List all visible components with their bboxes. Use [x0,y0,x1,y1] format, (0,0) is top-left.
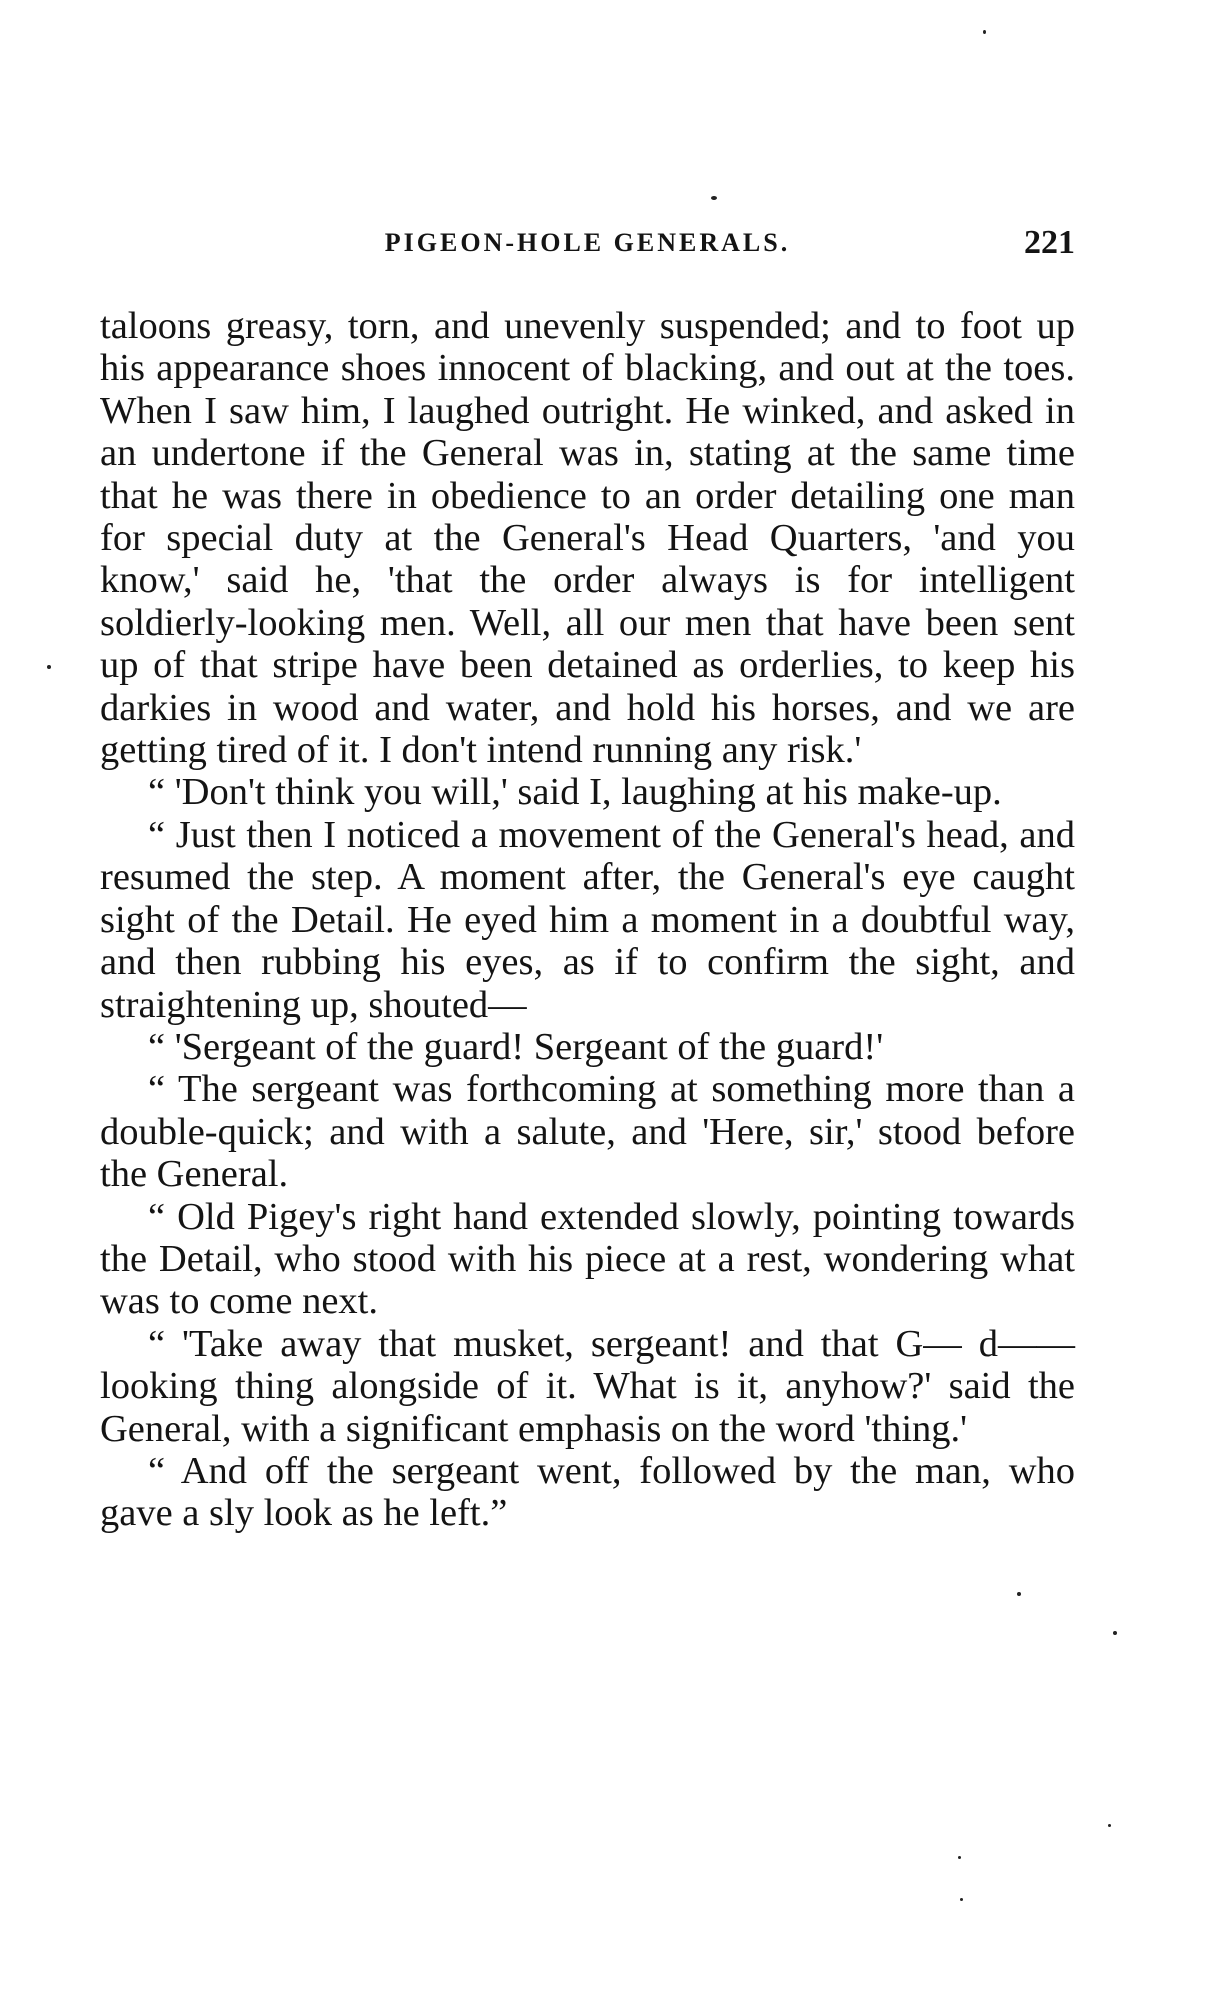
scan-speck [960,1898,963,1901]
running-title: PIGEON-HOLE GENERALS. [384,228,791,257]
paragraph: “ 'Take away that musket, sergeant! and that G— d—— looking thing alongside of it. What is it, anyhow?' said the General, with a significant emphasis on the word 'thing.' [100,1322,1075,1450]
scan-speck [47,665,51,669]
scan-speck [711,196,717,200]
page-number: 221 [1024,224,1075,261]
paragraph: “ Just then I noticed a movement of the General's head, and resumed the step. A moment after, the General's eye caught sight of the Detail. He eyed him a moment in a doubtful way, and then rubbing his eyes, as if to confirm the sight, and straightening up, shouted— [100,813,1075,1026]
page-header [100,222,1075,272]
paragraph: “ Old Pigey's right hand extended slowly, pointing towards the Detail, who stood with his piece at a rest, wondering what was to come next. [100,1195,1075,1323]
body-text [100,305,1075,1535]
paragraph-continued: taloons greasy, torn, and unevenly suspended; and to foot up his appearance shoes innocent of blacking, and out at the toes. When I saw him, I laughed outright. He winked, and asked in an undertone if the General was in, stating at the same time that he was there in obedience to an order detailing one man for special duty at the General's Head Quarters, 'and you know,' said he, 'that the order always is for intelligent soldierly-looking men. Well, all our men that have been sent up of that stripe have been detained as orderlies, to keep his darkies in wood and water, and hold his horses, and we are getting tired of it. I don't intend running any risk.' [100,305,1075,772]
paragraph: “ 'Don't think you will,' said I, laughing at his make-up. [148,771,1002,814]
scan-speck [1108,1824,1111,1827]
paragraph: “ And off the sergeant went, followed by the man, who gave a sly look as he left.” [100,1449,1075,1535]
paragraph: “ 'Sergeant of the guard! Sergeant of the guard!' [148,1025,884,1068]
scan-speck [1113,1631,1117,1635]
scan-speck [958,1856,961,1859]
scan-speck [1017,1592,1021,1596]
paragraph: “ The sergeant was forthcoming at something more than a double-quick; and with a salute, and 'Here, sir,' stood before the General. [100,1068,1075,1196]
scan-speck [983,30,986,34]
